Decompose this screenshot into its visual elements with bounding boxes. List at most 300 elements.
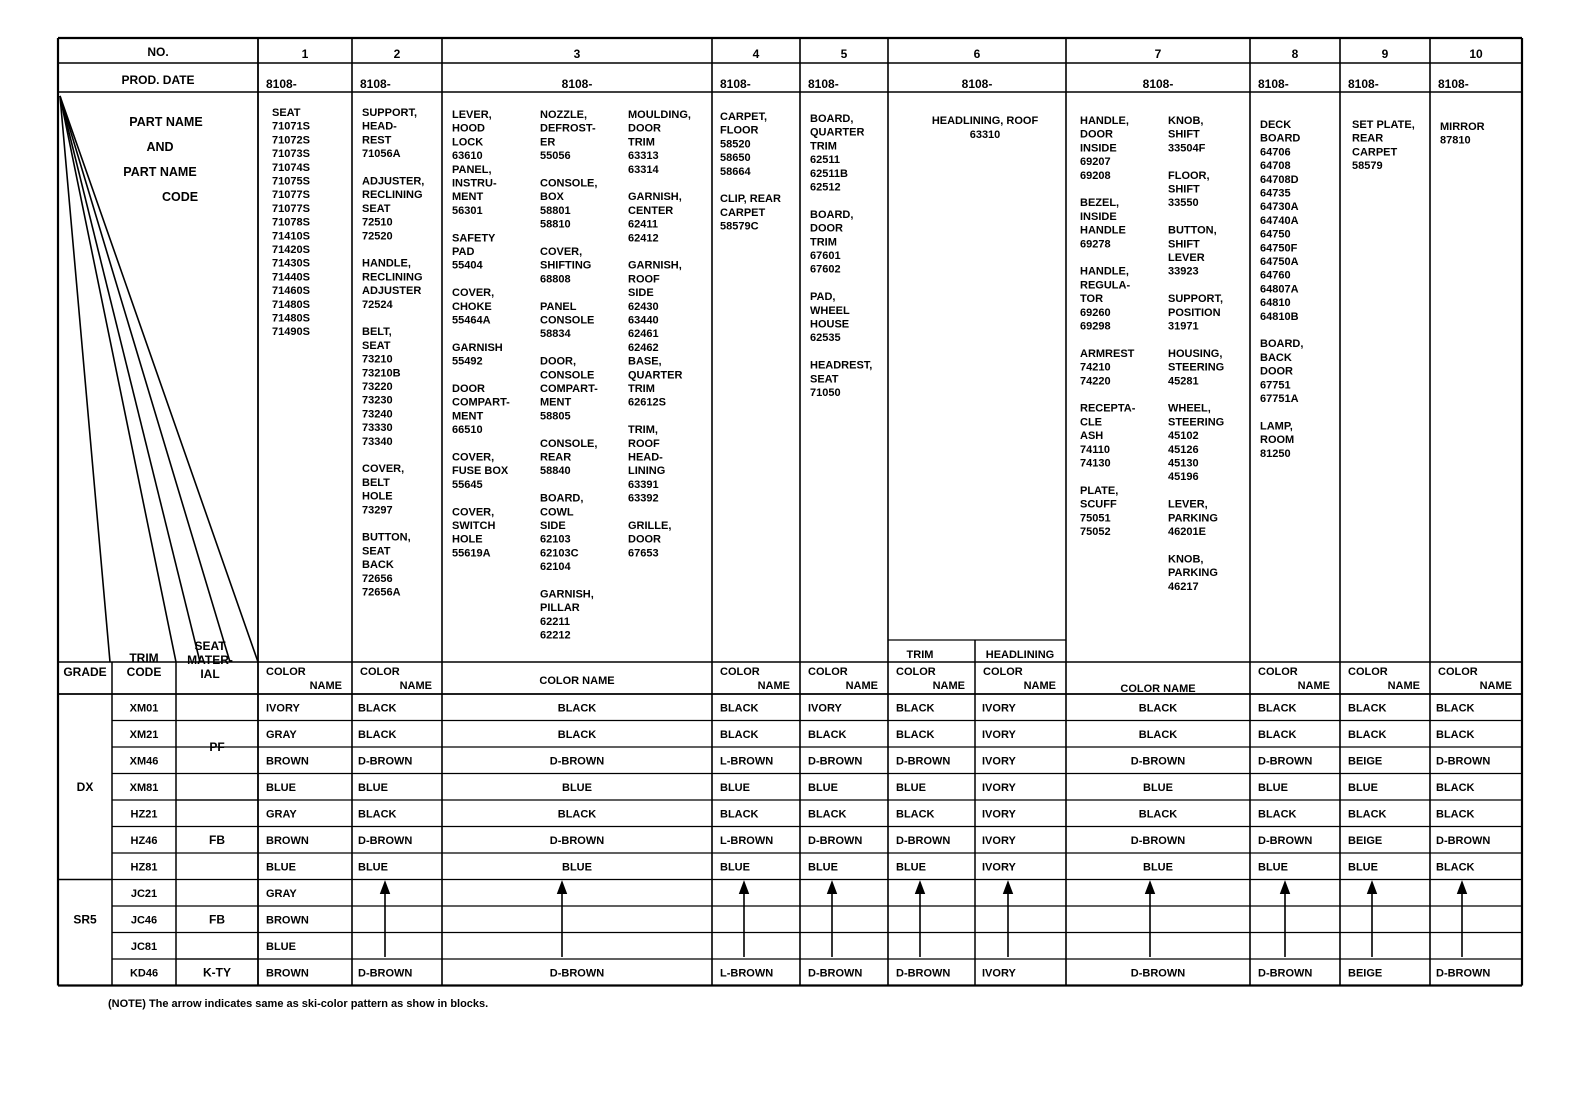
- trim-code: XM46: [129, 755, 159, 768]
- color-cell: D-BROWN: [549, 755, 605, 768]
- part-list: HOOD: [452, 122, 485, 135]
- column-number: 7: [1154, 47, 1162, 61]
- part-list: 62511: [810, 154, 840, 167]
- trim-subheader: TRIM: [906, 649, 934, 661]
- part-list: HOUSE: [810, 318, 850, 331]
- part-list: TOR: [1080, 293, 1104, 306]
- part-list: 69208: [1080, 169, 1111, 182]
- no-label: NO.: [147, 45, 169, 59]
- part-list: 67602: [810, 263, 841, 276]
- part-list: KNOB,: [1168, 553, 1204, 566]
- part-list: 62462: [628, 341, 659, 354]
- color-cell: BLACK: [1138, 808, 1178, 821]
- part-list: HOUSING,: [1168, 347, 1223, 360]
- part-list: 62612S: [628, 396, 666, 409]
- color-cell: BEIGE: [1348, 834, 1383, 847]
- part-list: 63391: [628, 478, 659, 491]
- part-list: 71460S: [272, 285, 310, 298]
- prod-date: 8108-: [1438, 77, 1469, 91]
- part-list: 55056: [540, 150, 571, 163]
- part-list: COMPART-: [540, 383, 598, 395]
- part-list: 73210B: [362, 367, 401, 380]
- color-cell: BLACK: [1258, 808, 1297, 821]
- color-cell: IVORY: [982, 755, 1016, 768]
- part-list: 64810B: [1260, 310, 1299, 323]
- part-list: STEERING: [1168, 416, 1225, 429]
- part-list: REGULA-: [1080, 279, 1131, 292]
- part-list: MIRROR: [1440, 121, 1485, 133]
- part-list: DECK: [1260, 119, 1292, 131]
- color-cell: BLACK: [358, 808, 397, 821]
- trim-code: JC21: [130, 887, 158, 900]
- color-name-header: COLOR: [1258, 666, 1298, 678]
- color-cell: D-BROWN: [1130, 834, 1186, 847]
- color-cell: BLACK: [720, 728, 759, 741]
- part-list: 64750F: [1260, 242, 1298, 255]
- part-list: DOOR: [810, 222, 843, 235]
- color-cell: BLACK: [896, 808, 935, 821]
- seat-material-header: MATER-: [187, 653, 233, 667]
- part-list: NOZZLE,: [540, 109, 588, 121]
- part-list: ADJUSTER: [362, 285, 422, 298]
- part-list: 63313: [628, 150, 659, 163]
- part-list: SEAT: [362, 339, 391, 352]
- part-list: 73210: [362, 353, 393, 366]
- part-list: DOOR: [452, 383, 485, 395]
- part-list: SWITCH: [452, 520, 496, 532]
- part-list: PARKING: [1168, 567, 1218, 580]
- color-cell: BLACK: [1138, 728, 1178, 741]
- part-list: CONSOLE: [540, 369, 595, 382]
- part-list: WHEEL: [810, 304, 850, 317]
- color-name-header: COLOR: [983, 666, 1023, 678]
- part-list: 62511B: [810, 167, 848, 180]
- part-list: 67601: [810, 250, 841, 262]
- arrowhead-icon: [1458, 882, 1467, 894]
- part-list: 71074S: [272, 161, 310, 174]
- part-list: 62103C: [540, 547, 579, 560]
- color-cell: D-BROWN: [549, 967, 605, 980]
- color-cell: D-BROWN: [1258, 755, 1313, 768]
- color-name-header: COLOR: [266, 666, 306, 678]
- part-list: STEERING: [1168, 361, 1225, 374]
- part-list: 55464A: [452, 314, 491, 327]
- color-name-header: COLOR: [360, 666, 400, 678]
- part-list: 67653: [628, 547, 659, 560]
- part-list: CARPET: [720, 206, 766, 219]
- part-list: 62103: [540, 533, 571, 546]
- trim-code: XM01: [129, 702, 159, 715]
- seat-material-value: PF: [209, 740, 225, 754]
- part-list: 73297: [362, 504, 393, 517]
- color-cell: D-BROWN: [896, 755, 951, 768]
- part-list: 64807A: [1260, 283, 1299, 296]
- color-cell: D-BROWN: [358, 755, 413, 768]
- trim-code: KD46: [129, 967, 159, 980]
- part-list: BOARD,: [810, 113, 854, 125]
- part-list: FUSE BOX: [452, 465, 509, 478]
- part-list: GARNISH,: [628, 259, 682, 272]
- part-list: REAR: [540, 451, 572, 464]
- part-list: COVER,: [452, 506, 495, 519]
- color-cell: BLACK: [557, 808, 597, 821]
- part-name-label: PART NAME: [129, 115, 203, 129]
- footnote: (NOTE) The arrow indicates same as ski-color pattern as show in blocks.: [108, 998, 489, 1010]
- part-list: HANDLE,: [1080, 265, 1129, 278]
- seat-material-header: SEAT: [194, 639, 226, 653]
- part-list: BELT: [362, 476, 390, 489]
- part-list: 64735: [1260, 187, 1291, 200]
- color-cell: BLACK: [358, 728, 397, 741]
- part-list: REST: [362, 134, 392, 147]
- part-list: 45126: [1168, 443, 1199, 456]
- seat-material-value: FB: [209, 912, 225, 927]
- part-list: 63392: [628, 492, 659, 505]
- part-list: 73220: [362, 381, 393, 393]
- part-list: 75051: [1080, 512, 1111, 525]
- color-cell: BLACK: [1258, 702, 1297, 715]
- color-cell: D-BROWN: [358, 967, 413, 980]
- part-list: 58579C: [720, 220, 759, 233]
- color-cell: BLUE: [720, 781, 750, 794]
- part-list: ROOF: [628, 273, 660, 286]
- color-cell: BLACK: [808, 808, 847, 821]
- column-number: 8: [1291, 47, 1299, 61]
- part-list: BOARD: [1260, 132, 1301, 145]
- table-text: [63, 45, 1512, 979]
- color-cell: IVORY: [982, 861, 1016, 874]
- color-name-header: NAME: [399, 680, 432, 692]
- part-list: PANEL,: [452, 163, 492, 176]
- part-list: SEAT: [362, 545, 391, 558]
- color-cell: BLUE: [266, 861, 296, 874]
- color-cell: L-BROWN: [720, 834, 774, 847]
- color-cell: BLUE: [1143, 781, 1173, 794]
- part-list: FLOOR: [720, 124, 759, 137]
- color-cell: BLUE: [1258, 861, 1288, 874]
- part-list: KNOB,: [1168, 115, 1204, 127]
- part-list: 46201E: [1168, 526, 1206, 538]
- color-cell: BLUE: [266, 781, 296, 794]
- part-list: SHIFT: [1168, 183, 1200, 196]
- color-cell: BROWN: [266, 914, 309, 927]
- color-name-header: NAME: [1387, 680, 1420, 692]
- column-number: 2: [393, 47, 401, 61]
- part-list: 62211: [540, 615, 570, 628]
- prod-date: 8108-: [720, 77, 751, 91]
- part-list: CLE: [1080, 416, 1102, 429]
- color-cell: IVORY: [982, 728, 1016, 741]
- part-list: 71077S: [272, 202, 310, 215]
- part-list: 72656A: [362, 586, 401, 599]
- part-list: 64750: [1260, 228, 1291, 241]
- part-list: 55645: [452, 478, 483, 491]
- part-list: COVER,: [452, 287, 495, 300]
- part-list: BOARD,: [810, 208, 854, 221]
- part-list: 56301: [452, 204, 483, 217]
- part-list: 58579: [1352, 160, 1383, 173]
- part-list: TRIM: [628, 136, 655, 149]
- part-list: ER: [540, 136, 556, 149]
- part-list: COWL: [540, 506, 574, 519]
- color-name-header: NAME: [757, 680, 790, 692]
- color-cell: D-BROWN: [1130, 755, 1186, 768]
- color-cell: BROWN: [266, 755, 309, 768]
- part-list: COVER,: [452, 451, 495, 464]
- part-list: SEAT: [810, 373, 839, 386]
- part-list: INSIDE: [1080, 210, 1117, 223]
- part-list: RECLINING: [362, 189, 423, 202]
- part-list: DOOR: [1080, 128, 1113, 141]
- color-cell: BEIGE: [1348, 967, 1383, 980]
- part-list: CONSOLE,: [540, 177, 598, 190]
- part-list: DOOR: [628, 533, 661, 546]
- color-cell: BLACK: [1348, 808, 1387, 821]
- color-name-header: COLOR: [720, 666, 760, 678]
- part-list: 71072S: [272, 134, 310, 147]
- part-list: RECEPTA-: [1080, 402, 1136, 415]
- part-list: COVER,: [362, 463, 405, 476]
- color-cell: D-BROWN: [1258, 834, 1313, 847]
- trim-code: HZ81: [130, 861, 158, 874]
- prod-date: 8108-: [1258, 77, 1289, 91]
- part-list: LOCK: [452, 136, 484, 149]
- seat-material-header: IAL: [200, 667, 220, 681]
- color-cell: BLUE: [1348, 781, 1378, 794]
- part-list: 58810: [540, 218, 571, 231]
- color-cell: IVORY: [808, 702, 842, 715]
- trim-code: HZ46: [130, 834, 158, 847]
- color-cell: BLACK: [358, 702, 397, 715]
- part-list: 74130: [1080, 457, 1111, 470]
- part-list: WHEEL,: [1168, 402, 1211, 415]
- color-cell: BLACK: [1436, 781, 1475, 794]
- color-cell: BLUE: [562, 781, 592, 794]
- color-cell: D-BROWN: [808, 967, 863, 980]
- color-cell: GRAY: [266, 887, 297, 900]
- part-list: SUPPORT,: [362, 107, 418, 119]
- color-cell: BLUE: [720, 861, 750, 874]
- part-list: 72656: [362, 572, 393, 585]
- part-list: 45130: [1168, 457, 1199, 470]
- part-list: CARPET: [1352, 146, 1398, 159]
- part-list: 62430: [628, 300, 659, 313]
- part-list: 72510: [362, 216, 393, 229]
- part-list: CARPET,: [720, 111, 768, 123]
- part-list: SHIFTING: [540, 259, 592, 272]
- part-list: TRIM: [810, 140, 837, 153]
- arrowhead-icon: [1004, 882, 1013, 894]
- color-cell: IVORY: [982, 834, 1016, 847]
- part-list: 55619A: [452, 547, 491, 560]
- color-cell: IVORY: [982, 781, 1016, 794]
- part-list: GARNISH: [452, 341, 503, 354]
- part-list: MENT: [452, 191, 484, 204]
- part-list: DOOR: [1260, 365, 1293, 378]
- part-list: 45196: [1168, 471, 1199, 484]
- part-list: SIDE: [540, 520, 566, 532]
- part-list: 74110: [1080, 443, 1110, 456]
- part-list: 58840: [540, 465, 571, 478]
- part-list: 73330: [362, 422, 393, 435]
- part-list: INSTRU-: [452, 177, 497, 190]
- color-name-header: NAME: [1297, 680, 1330, 692]
- part-list: QUARTER: [628, 369, 683, 382]
- color-cell: IVORY: [266, 702, 300, 715]
- part-list: SEAT: [362, 202, 391, 215]
- part-list: CENTER: [628, 204, 674, 217]
- color-cell: BLACK: [896, 702, 935, 715]
- part-list: 63314: [628, 163, 659, 176]
- part-list: 62512: [810, 181, 841, 194]
- part-list: PARKING: [1168, 512, 1218, 525]
- part-list: 71490S: [272, 326, 310, 339]
- color-cell: D-BROWN: [358, 834, 413, 847]
- part-list: ROOM: [1260, 434, 1295, 447]
- prod-date: 8108-: [1142, 77, 1174, 91]
- part-list: 64730A: [1260, 201, 1299, 214]
- seat-material-value: FB: [209, 832, 225, 847]
- part-list: 71410S: [272, 230, 310, 243]
- color-cell: BROWN: [266, 834, 309, 847]
- grade-value: DX: [76, 779, 94, 794]
- part-list: REAR: [1352, 132, 1384, 145]
- part-list: SCUFF: [1080, 498, 1117, 511]
- color-cell: D-BROWN: [1436, 967, 1491, 980]
- part-list: HANDLE,: [362, 257, 411, 270]
- part-list: 71480S: [272, 298, 310, 311]
- seat-material-value: K-TY: [203, 965, 231, 980]
- column-number: 3: [573, 47, 581, 61]
- part-list: 33923: [1168, 265, 1199, 278]
- column-number: 10: [1469, 47, 1483, 61]
- color-cell: D-BROWN: [1436, 755, 1491, 768]
- color-cell: D-BROWN: [1436, 834, 1491, 847]
- part-list: 71073S: [272, 148, 310, 161]
- part-list: SUPPORT,: [1168, 293, 1224, 306]
- part-list: 71077S: [272, 189, 310, 202]
- prod-date: 8108-: [961, 77, 993, 91]
- color-name-header: NAME: [309, 680, 342, 692]
- trim-code: XM81: [129, 781, 159, 794]
- trim-code: JC46: [130, 914, 158, 927]
- part-list: ROOF: [628, 437, 660, 450]
- color-cell: BLUE: [358, 781, 388, 794]
- grade-value: SR5: [73, 912, 97, 927]
- color-cell: GRAY: [266, 808, 297, 821]
- color-cell: BROWN: [266, 967, 309, 980]
- arrowhead-icon: [740, 882, 749, 894]
- color-cell: BLUE: [562, 861, 592, 874]
- part-list: 62535: [810, 332, 841, 345]
- part-list: 72524: [362, 298, 393, 311]
- color-cell: BLUE: [1348, 861, 1378, 874]
- part-list: SIDE: [628, 287, 654, 300]
- part-list: LEVER: [1168, 252, 1205, 264]
- part-list: COMPART-: [452, 396, 510, 409]
- part-list: 46217: [1168, 580, 1199, 593]
- part-list: 64750A: [1260, 256, 1299, 268]
- part-list: INSIDE: [1080, 142, 1117, 155]
- color-name-header: COLOR: [1438, 666, 1478, 678]
- part-list: DOOR: [628, 122, 661, 135]
- part-list: 75052: [1080, 526, 1111, 538]
- part-list: 71050: [810, 387, 841, 399]
- part-list: 31971: [1168, 320, 1199, 333]
- part-list: CONSOLE: [540, 314, 595, 327]
- color-name-header: COLOR: [896, 666, 936, 678]
- part-list: 62104: [540, 561, 571, 574]
- arrowhead-icon: [1281, 882, 1290, 894]
- part-list: 45102: [1168, 430, 1199, 443]
- part-list: HEADLINING, ROOF: [931, 115, 1039, 127]
- part-list: BOARD,: [540, 492, 584, 505]
- part-list: 62461: [628, 328, 659, 341]
- part-list: 71075S: [272, 175, 310, 188]
- trim-code: HZ21: [130, 808, 158, 821]
- part-list: ASH: [1080, 430, 1104, 443]
- part-list: DOOR,: [540, 355, 577, 368]
- trim-code-header: CODE: [126, 665, 162, 679]
- color-cell: D-BROWN: [549, 834, 605, 847]
- color-cell: BLACK: [1348, 728, 1387, 741]
- color-cell: IVORY: [982, 702, 1016, 715]
- arrowhead-icon: [828, 882, 837, 894]
- part-list: DEFROST-: [540, 122, 596, 135]
- part-list: 58801: [540, 204, 571, 217]
- part-list: 64708D: [1260, 173, 1299, 186]
- part-list: 73230: [362, 394, 393, 407]
- part-list: 58805: [540, 410, 571, 423]
- part-list: CHOKE: [452, 300, 492, 313]
- color-name-header: NAME: [1479, 680, 1512, 692]
- prod-date: 8108-: [1348, 77, 1379, 91]
- prod-date: 8108-: [808, 77, 839, 91]
- part-list: BACK: [362, 559, 394, 572]
- part-list: CLIP, REAR: [720, 193, 781, 206]
- color-cell: BLUE: [266, 940, 296, 953]
- color-name-header: NAME: [845, 680, 878, 692]
- part-list: 69278: [1080, 238, 1111, 251]
- part-list: HANDLE,: [1080, 115, 1129, 127]
- part-list: LINING: [628, 465, 666, 478]
- part-list: RECLINING: [362, 271, 423, 284]
- prod-date-label: PROD. DATE: [121, 73, 195, 87]
- part-list: 87810: [1440, 134, 1471, 147]
- part-list: BUTTON,: [1168, 224, 1217, 237]
- part-list: 64706: [1260, 146, 1291, 159]
- part-list: SAFETY: [452, 232, 496, 245]
- part-list: MENT: [452, 410, 484, 423]
- part-list: PAD: [452, 246, 475, 258]
- part-list: BUTTON,: [362, 531, 411, 544]
- part-list: 69298: [1080, 320, 1111, 333]
- color-cell: D-BROWN: [808, 755, 863, 768]
- prod-date: 8108-: [266, 77, 297, 91]
- color-cell: BLUE: [896, 861, 926, 874]
- prod-date: 8108-: [561, 77, 593, 91]
- color-cell: BLACK: [896, 728, 935, 741]
- part-list: 63440: [628, 314, 659, 327]
- arrowhead-icon: [1146, 882, 1155, 894]
- color-cell: BLACK: [1258, 728, 1297, 741]
- part-list: ADJUSTER,: [362, 175, 425, 188]
- part-list: BELT,: [362, 326, 392, 339]
- part-list: BOARD,: [1260, 338, 1304, 351]
- part-list: 55492: [452, 355, 483, 368]
- part-list: CONSOLE,: [540, 437, 598, 450]
- arrowhead-icon: [916, 882, 925, 894]
